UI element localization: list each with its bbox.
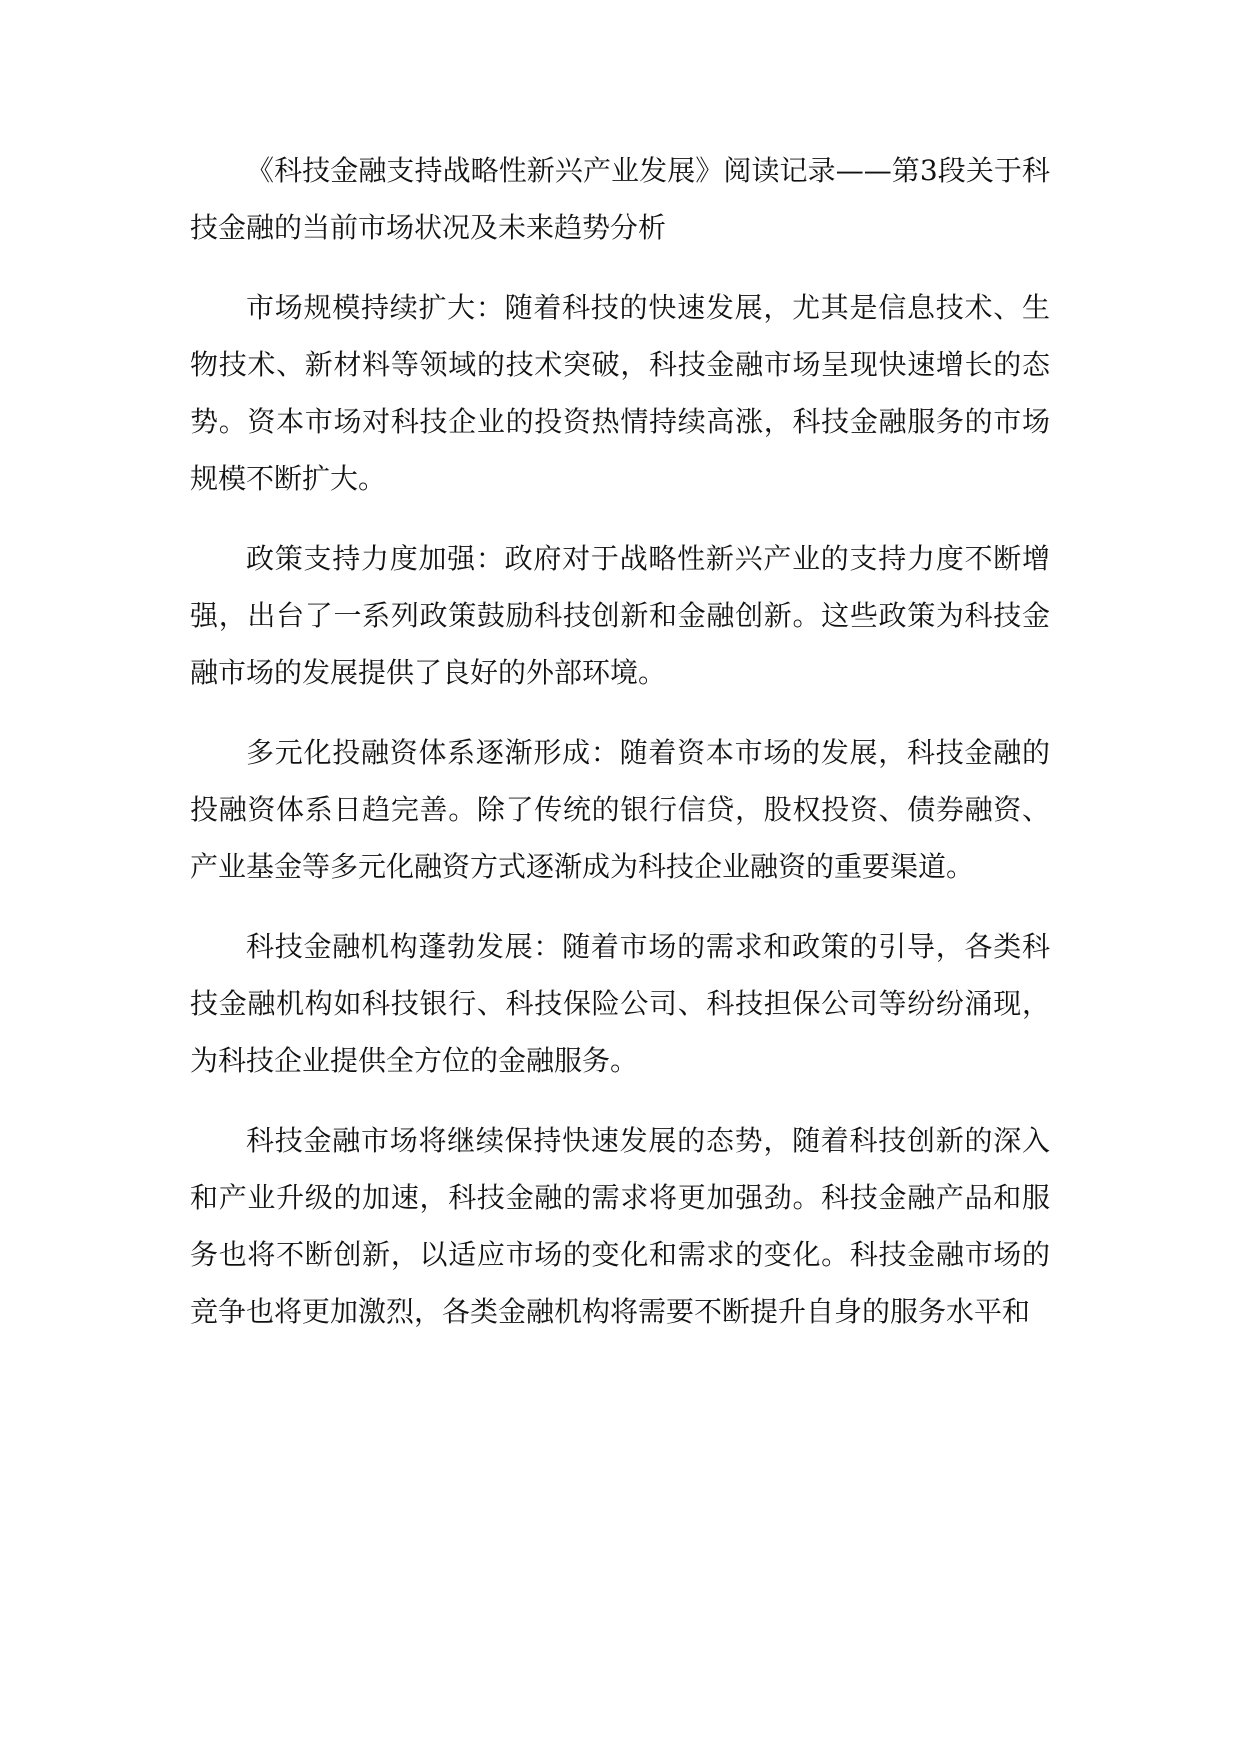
paragraph-policy-support: 政策支持力度加强：政府对于战略性新兴产业的支持力度不断增强，出台了一系列政策鼓励科技创新和金融创新。这些政策为科技金融市场的发展提供了良好的外部环境。 [190,542,1050,689]
paragraph-financing-system: 多元化投融资体系逐渐形成：随着资本市场的发展，科技金融的投融资体系日趋完善。除了传统的银行信贷，股权投资、债券融资、产业基金等多元化融资方式逐渐成为科技企业融资的重要渠道。 [190,736,1050,883]
document-page [190,142,1050,1363]
document-title: 《科技金融支持战略性新兴产业发展》阅读记录——第3段关于科技金融的当前市场状况及未来趋势分析 [190,154,1050,244]
paragraph-market-scale: 市场规模持续扩大：随着科技的快速发展，尤其是信息技术、生物技术、新材料等领域的技术突破，科技金融市场呈现快速增长的态势。资本市场对科技企业的投资热情持续高涨，科技金融服务的市场规模不断扩大。 [190,291,1050,495]
paragraph-future-trend: 科技金融市场将继续保持快速发展的态势，随着科技创新的深入和产业升级的加速，科技金融的需求将更加强劲。科技金融产品和服务也将不断创新，以适应市场的变化和需求的变化。科技金融市场的竞争也将更加激烈，各类金融机构将需要不断提升自身的服务水平和 [190,1124,1050,1328]
paragraph-institutions: 科技金融机构蓬勃发展：随着市场的需求和政策的引导，各类科技金融机构如科技银行、科技保险公司、科技担保公司等纷纷涌现，为科技企业提供全方位的金融服务。 [190,930,1050,1077]
